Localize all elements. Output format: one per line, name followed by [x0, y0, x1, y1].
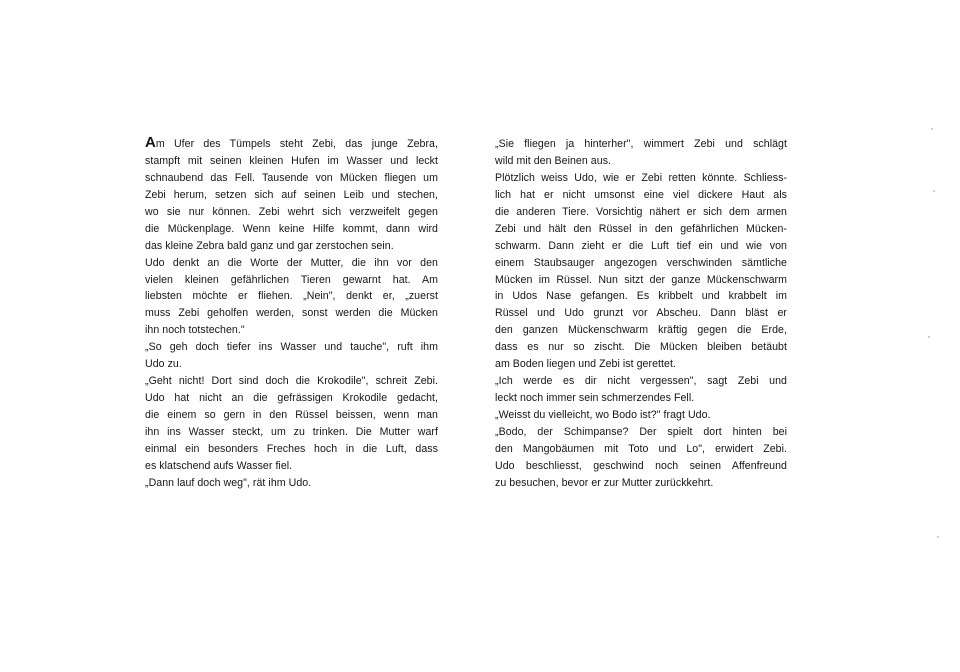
text-line: Udo beschliesst, geschwind noch seinen Affenfreund [495, 459, 787, 472]
text-line: den Mangobäumen mit Toto und Lo", erwidert Zebi. [495, 442, 787, 455]
text-line: Udo hat nicht an die gefrässigen Krokodile gedacht, [145, 392, 438, 405]
text-line: dass es nur so zischt. Die Mücken bleiben betäubt [495, 341, 787, 354]
text-line: Rüssel und Udo grunzt vor Abscheu. Dann bläst er [495, 307, 787, 320]
text-line: „Sie fliegen ja hinterher", wimmert Zebi und schlägt [495, 138, 787, 150]
text-line: Udo zu. [145, 358, 182, 371]
text-line: wo sie nur können. Zebi wehrt sich verzweifelt gegen [145, 205, 438, 218]
text-line: „Weisst du vielleicht, wo Bodo ist?" fragt Udo. [495, 409, 711, 421]
text-line: einmal ein besonders Freches hoch in die Luft, dass [145, 442, 438, 455]
left-page-text [145, 136, 438, 492]
scan-speck [928, 336, 930, 338]
text-line: die Mückenplage. Wenn keine Hilfe kommt, dann wird [145, 222, 438, 235]
text-line: liebsten möchte er fliehen. „Nein", denkt er, „zuerst [145, 290, 438, 303]
text-line: die anderen Tiere. Vorsichtig nähert er sich dem armen [495, 205, 787, 218]
text-line: zu besuchen, bevor er zur Mutter zurückkehrt. [495, 476, 714, 489]
text-line: den ganzen Mückenschwarm kräftig gegen die Erde, [495, 324, 787, 337]
scan-speck [937, 536, 939, 538]
text-line: die einem so gern in den Rüssel beissen, wenn man [145, 409, 438, 421]
text-line: muss Zebi geholfen werden, sonst werden die Mücken [145, 307, 438, 320]
text-line: ihn noch totstechen." [145, 324, 245, 337]
scan-speck [933, 190, 935, 192]
text-line: ihn ins Wasser steckt, um zu trinken. Die Mutter warf [145, 425, 438, 438]
text-line: Zebi und hält den Rüssel in den gefährlichen Mücken- [495, 222, 787, 235]
text-line: wild mit den Beinen aus. [495, 154, 612, 167]
text-line: stampft mit seinen kleinen Hufen im Wasser und leckt [145, 154, 438, 167]
text-line: Udo denkt an die Worte der Mutter, die ihn vor den [145, 256, 438, 269]
initial-letter: A [145, 136, 156, 151]
text-line: schwarm. Dann zieht er die Luft tief ein und wie von [495, 239, 787, 252]
scan-speck [931, 128, 933, 130]
text-line: Mücken im Rüssel. Nun sitzt der ganze Mückenschwarm [495, 273, 787, 286]
text-line-content: m Ufer des Tümpels steht Zebi, das junge Zebra, [155, 138, 438, 150]
text-line: einem Staubsauger angezogen verschwinden sämtliche [495, 256, 787, 269]
text-line: es klatschend aufs Wasser fiel. [145, 459, 293, 472]
text-line: Zebi herum, setzen sich auf seinen Leib und stechen, [145, 188, 438, 201]
text-line: schnaubend das Fell. Tausende von Mücken fliegen um [145, 171, 438, 184]
text-line: „Bodo, der Schimpanse? Der spielt dort hinten bei [495, 425, 787, 438]
text-line: Plötzlich weiss Udo, wie er Zebi retten könnte. Schliess- [495, 171, 787, 184]
text-line: lich hat er nicht umsonst eine viel dickere Haut als [495, 188, 787, 201]
text-line: „Dann lauf doch weg", rät ihm Udo. [145, 476, 312, 489]
text-line: in Udos Nase gefangen. Es kribbelt und krabbelt im [495, 290, 787, 303]
right-page-text [495, 136, 787, 492]
text-line: das kleine Zebra bald ganz und gar zerstochen sein. [145, 239, 394, 252]
text-line: leckt noch immer sein schmerzendes Fell. [495, 392, 695, 405]
text-line [145, 136, 438, 153]
text-line: „So geh doch tiefer ins Wasser und tauche", ruft ihm [145, 341, 438, 354]
text-line: „Ich werde es dir nicht vergessen", sagt Zebi und [495, 375, 787, 388]
text-line: vielen kleinen gefährlichen Tieren gewarnt hat. Am [145, 273, 438, 286]
text-line: „Geht nicht! Dort sind doch die Krokodile", schreit Zebi. [145, 375, 438, 388]
text-line: am Boden liegen und Zebi ist gerettet. [495, 358, 676, 371]
